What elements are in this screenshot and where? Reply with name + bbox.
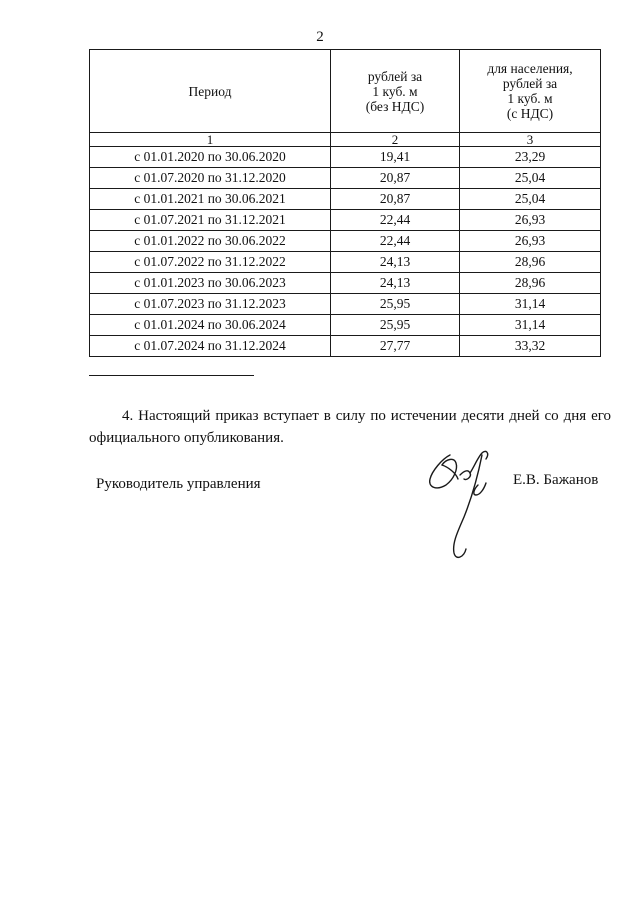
price-no-vat-cell: 25,95 xyxy=(331,315,460,336)
table-row xyxy=(90,231,601,252)
price-no-vat-cell: 22,44 xyxy=(331,210,460,231)
price-no-vat-cell: 24,13 xyxy=(331,273,460,294)
price-with-vat-cell: 23,29 xyxy=(460,147,601,168)
price-no-vat-cell: 20,87 xyxy=(331,189,460,210)
price-no-vat-cell: 24,13 xyxy=(331,252,460,273)
table-row xyxy=(90,210,601,231)
table-row xyxy=(90,294,601,315)
table-row xyxy=(90,315,601,336)
period-cell: с 01.01.2021 по 30.06.2021 xyxy=(90,189,331,210)
table-row xyxy=(90,336,601,357)
price-no-vat-cell: 19,41 xyxy=(331,147,460,168)
price-no-vat-cell: 22,44 xyxy=(331,231,460,252)
period-cell: с 01.01.2022 по 30.06.2022 xyxy=(90,231,331,252)
table-row xyxy=(90,273,601,294)
period-cell: с 01.07.2024 по 31.12.2024 xyxy=(90,336,331,357)
period-cell: с 01.01.2020 по 30.06.2020 xyxy=(90,147,331,168)
column-number-row xyxy=(90,133,601,147)
column-number: 3 xyxy=(460,133,601,147)
price-with-vat-cell: 26,93 xyxy=(460,231,601,252)
header-period-label: Период xyxy=(188,83,232,99)
price-no-vat-cell: 25,95 xyxy=(331,294,460,315)
header-price-with-vat xyxy=(460,50,601,133)
header-price-with-vat-label: для населения, рублей за 1 куб. м (с НДС) xyxy=(487,61,573,121)
signer-name: Е.В. Бажанов xyxy=(513,472,599,488)
table-row xyxy=(90,168,601,189)
period-cell: с 01.07.2021 по 31.12.2021 xyxy=(90,210,331,231)
price-no-vat-cell: 27,77 xyxy=(331,336,460,357)
header-price-no-vat-label: рублей за 1 куб. м (без НДС) xyxy=(365,68,425,114)
price-with-vat-cell: 28,96 xyxy=(460,273,601,294)
price-with-vat-cell: 26,93 xyxy=(460,210,601,231)
handwritten-signature xyxy=(420,445,510,570)
price-with-vat-cell: 31,14 xyxy=(460,315,601,336)
table-row xyxy=(90,189,601,210)
closing-paragraph: 4. Настоящий приказ вступает в силу по истечении десяти дней со дня его официального опубликования. xyxy=(89,408,611,446)
price-no-vat-cell: 20,87 xyxy=(331,168,460,189)
column-number: 2 xyxy=(331,133,460,147)
table-header-row xyxy=(90,50,601,133)
header-period xyxy=(90,50,331,133)
signer-title: Руководитель управления xyxy=(96,476,261,492)
table-row xyxy=(90,147,601,168)
table-row xyxy=(90,252,601,273)
header-price-no-vat xyxy=(331,50,460,133)
price-with-vat-cell: 28,96 xyxy=(460,252,601,273)
price-with-vat-cell: 25,04 xyxy=(460,168,601,189)
page-number: 2 xyxy=(316,29,324,45)
tariff-table xyxy=(89,49,601,357)
footnote-divider xyxy=(89,375,254,376)
period-cell: с 01.07.2020 по 31.12.2020 xyxy=(90,168,331,189)
period-cell: с 01.07.2022 по 31.12.2022 xyxy=(90,252,331,273)
period-cell: с 01.01.2024 по 30.06.2024 xyxy=(90,315,331,336)
price-with-vat-cell: 33,32 xyxy=(460,336,601,357)
price-with-vat-cell: 31,14 xyxy=(460,294,601,315)
column-number: 1 xyxy=(90,133,331,147)
period-cell: с 01.01.2023 по 30.06.2023 xyxy=(90,273,331,294)
period-cell: с 01.07.2023 по 31.12.2023 xyxy=(90,294,331,315)
price-with-vat-cell: 25,04 xyxy=(460,189,601,210)
